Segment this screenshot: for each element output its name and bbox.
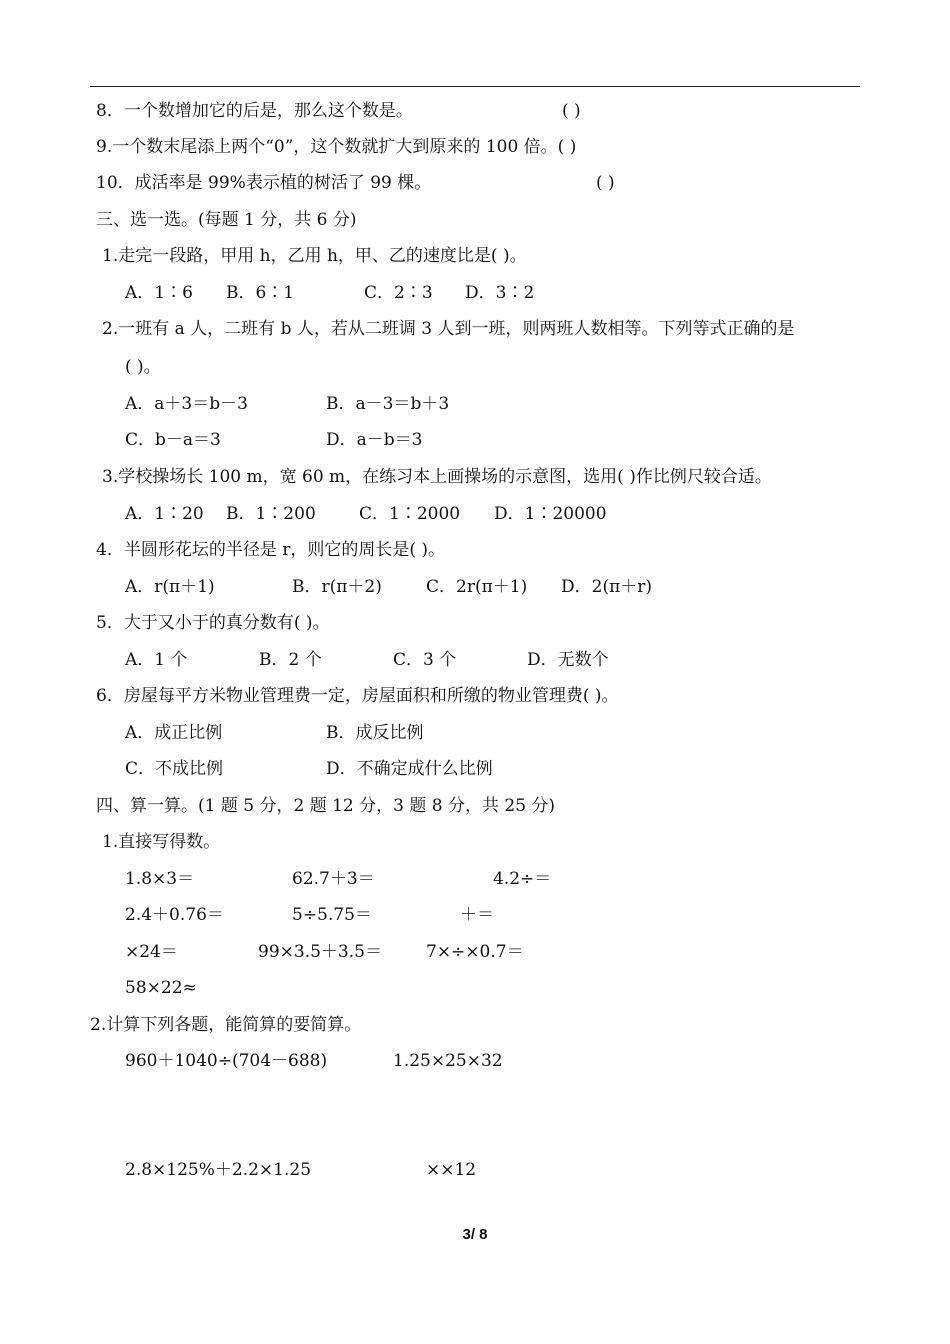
choice-5-option-b[interactable]: B．2 个: [259, 650, 322, 670]
choice-question-4: 4．半圆形花坛的半径是 r，则它的周长是( )。: [96, 540, 446, 560]
section-heading-choice: 三、选一选。(每题 1 分，共 6 分): [96, 210, 357, 230]
choice-6-option-c[interactable]: C．不成比例: [125, 759, 224, 779]
calc-item: 58×22≈: [125, 978, 197, 998]
choice-4-option-c[interactable]: C．2r(π＋1): [426, 577, 528, 597]
choice-question-3: 3.学校操场长 100 m，宽 60 m，在练习本上画操场的示意图，选用( )作比例尺较合适。: [102, 467, 772, 487]
choice-1-option-c[interactable]: C．2∶3: [364, 283, 433, 303]
choice-6-option-b[interactable]: B．成反比例: [326, 723, 424, 743]
choice-5-option-a[interactable]: A．1 个: [125, 650, 188, 670]
choice-question-6: 6．房屋每平方米物业管理费一定，房屋面积和所缴的物业管理费( )。: [96, 686, 619, 706]
choice-question-2-continuation: ( )。: [125, 357, 161, 377]
calc-item: 4.2÷＝: [493, 869, 552, 889]
choice-2-option-c[interactable]: C．b－a＝3: [125, 430, 221, 450]
calc-question-2: 2.计算下列各题，能简算的要简算。: [90, 1015, 362, 1035]
choice-4-option-a[interactable]: A．r(π＋1): [125, 577, 215, 597]
judge-question-10: 10．成活率是 99%表示植的树活了 99 棵。: [96, 173, 432, 193]
choice-4-option-d[interactable]: D．2(π＋r): [561, 577, 653, 597]
choice-5-option-c[interactable]: C．3 个: [393, 650, 457, 670]
calc-question-1: 1.直接写得数。: [102, 832, 221, 852]
choice-1-option-a[interactable]: A．1∶6: [125, 283, 193, 303]
calc-item: 99×3.5＋3.5＝: [258, 942, 382, 962]
judge-answer-blank-8[interactable]: ( ): [562, 101, 581, 121]
calc-item: ×24＝: [125, 942, 178, 962]
calc-item: ＋＝: [460, 905, 494, 925]
choice-2-option-d[interactable]: D．a－b＝3: [326, 430, 423, 450]
choice-3-option-d[interactable]: D．1∶20000: [494, 504, 607, 524]
judge-question-9: 9.一个数末尾添上两个“0”，这个数就扩大到原来的 100 倍。( ): [96, 137, 577, 157]
choice-5-option-d[interactable]: D．无数个: [527, 650, 609, 670]
choice-2-option-a[interactable]: A．a＋3＝b－3: [125, 394, 248, 414]
choice-1-option-b[interactable]: B．6∶1: [226, 283, 295, 303]
choice-3-option-c[interactable]: C．1∶2000: [359, 504, 461, 524]
choice-2-option-b[interactable]: B．a－3＝b＋3: [326, 394, 450, 414]
choice-3-option-a[interactable]: A．1∶20: [125, 504, 204, 524]
calc-item: 1.8×3＝: [125, 869, 195, 889]
page-number: 3/ 8: [462, 1226, 488, 1243]
calc-expression: ××12: [426, 1160, 477, 1180]
calc-expression: 960＋1040÷(704－688): [125, 1051, 328, 1071]
choice-4-option-b[interactable]: B．r(π＋2): [292, 577, 382, 597]
section-heading-calc: 四、算一算。(1 题 5 分，2 题 12 分，3 题 8 分，共 25 分): [96, 796, 556, 816]
judge-question-8: 8．一个数增加它的后是，那么这个数是。: [96, 101, 413, 121]
calc-expression: 1.25×25×32: [393, 1051, 503, 1071]
choice-question-2: 2.一班有 a 人，二班有 b 人，若从二班调 3 人到一班，则两班人数相等。下列等式正确的是: [102, 319, 795, 339]
header-rule: [90, 86, 860, 87]
calc-item: 2.4＋0.76＝: [125, 905, 224, 925]
choice-6-option-d[interactable]: D．不确定成什么比例: [326, 759, 493, 779]
choice-1-option-d[interactable]: D．3∶2: [465, 283, 535, 303]
calc-item: 7×÷×0.7＝: [426, 942, 524, 962]
choice-3-option-b[interactable]: B．1∶200: [226, 504, 316, 524]
calc-expression: 2.8×125%＋2.2×1.25: [125, 1160, 312, 1180]
choice-question-5: 5．大于又小于的真分数有( )。: [96, 613, 330, 633]
choice-question-1: 1.走完一段路，甲用 h，乙用 h，甲、乙的速度比是( )。: [102, 246, 527, 266]
choice-6-option-a[interactable]: A．成正比例: [125, 723, 223, 743]
calc-item: 5÷5.75＝: [292, 905, 372, 925]
calc-item: 62.7＋3＝: [292, 869, 375, 889]
judge-answer-blank-10[interactable]: ( ): [596, 173, 615, 193]
